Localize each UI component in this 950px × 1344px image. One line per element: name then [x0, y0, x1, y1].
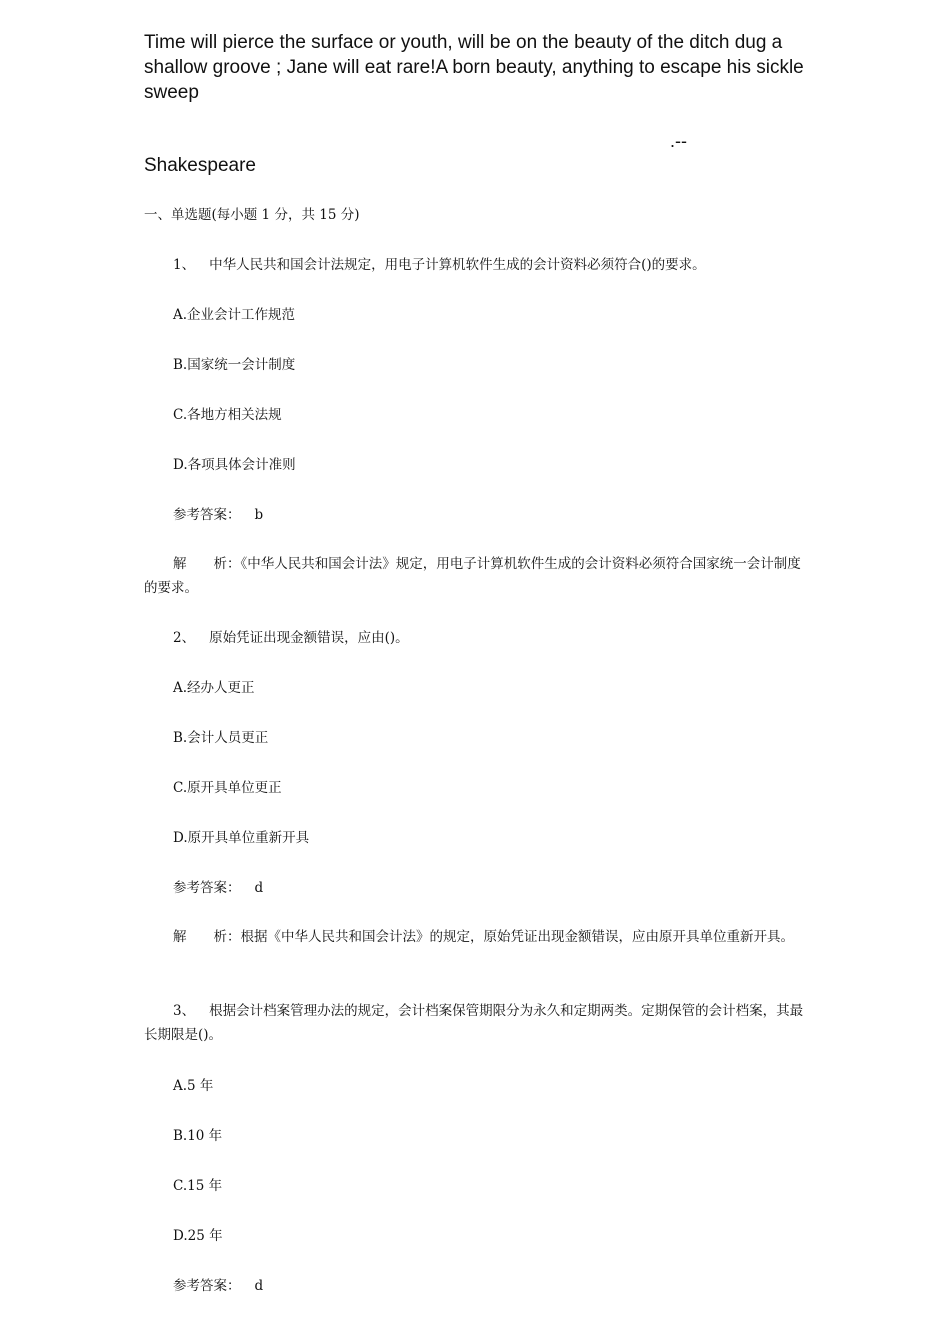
epigraph-dash: .--	[670, 131, 687, 151]
epigraph-quote: Time will pierce the surface or youth, will be on the beauty of the ditch dug a shallow groove ; Jane will eat rare!A born beauty, anything to escape his sickle sweep	[144, 32, 804, 103]
question-1-option-c: C.各地方相关法规	[173, 407, 282, 423]
answer-value: d	[254, 1278, 264, 1294]
question-1-option-a: A.企业会计工作规范	[173, 307, 296, 323]
question-2-option-b: B.会计人员更正	[173, 730, 269, 746]
analysis-label: 解 析：	[173, 556, 241, 572]
question-2-stem	[173, 626, 409, 650]
analysis-text: 根据《中华人民共和国会计法》的规定，原始凭证出现金额错误，应由原开具单位重新开具。	[240, 929, 794, 945]
question-1-option-d: D.各项具体会计准则	[173, 457, 296, 473]
answer-label: 参考答案：	[173, 880, 241, 896]
question-3-option-a: A.5 年	[173, 1078, 214, 1094]
question-3-stem	[144, 999, 806, 1047]
question-3-option-b: B.10 年	[173, 1128, 223, 1144]
question-text: 中华人民共和国会计法规定，用电子计算机软件生成的会计资料必须符合()的要求。	[209, 257, 706, 273]
question-3-answer	[173, 1274, 263, 1298]
question-1-answer	[173, 503, 263, 527]
question-number: 1、	[173, 257, 196, 273]
question-2-analysis	[144, 925, 806, 949]
question-2-option-c: C.原开具单位更正	[173, 780, 282, 796]
analysis-label: 解 析：	[173, 929, 241, 945]
question-1-analysis	[144, 552, 806, 600]
answer-label: 参考答案：	[173, 507, 241, 523]
question-3-option-d: D.25 年	[173, 1228, 223, 1244]
question-1-stem	[173, 253, 706, 277]
question-number: 2、	[173, 630, 196, 646]
answer-value: b	[254, 507, 264, 523]
question-number: 3、	[173, 1003, 196, 1019]
answer-value: d	[254, 880, 264, 896]
epigraph-author: Shakespeare	[144, 155, 256, 176]
question-3-option-c: C.15 年	[173, 1178, 223, 1194]
question-text: 原始凭证出现金额错误，应由()。	[209, 630, 409, 646]
question-2-answer	[173, 876, 263, 900]
question-2-option-a: A.经办人更正	[173, 680, 255, 696]
section-heading: 一、单选题(每小题 1 分，共 15 分)	[144, 207, 360, 223]
question-1-option-b: B.国家统一会计制度	[173, 357, 296, 373]
analysis-text: 《中华人民共和国会计法》规定，用电子计算机软件生成的会计资料必须符合国家统一会计制度的要求。	[144, 556, 801, 596]
question-2-option-d: D.原开具单位重新开具	[173, 830, 310, 846]
question-text: 根据会计档案管理办法的规定，会计档案保管期限分为永久和定期两类。定期保管的会计档案，其最长期限是()。	[144, 1003, 804, 1043]
answer-label: 参考答案：	[173, 1278, 241, 1294]
